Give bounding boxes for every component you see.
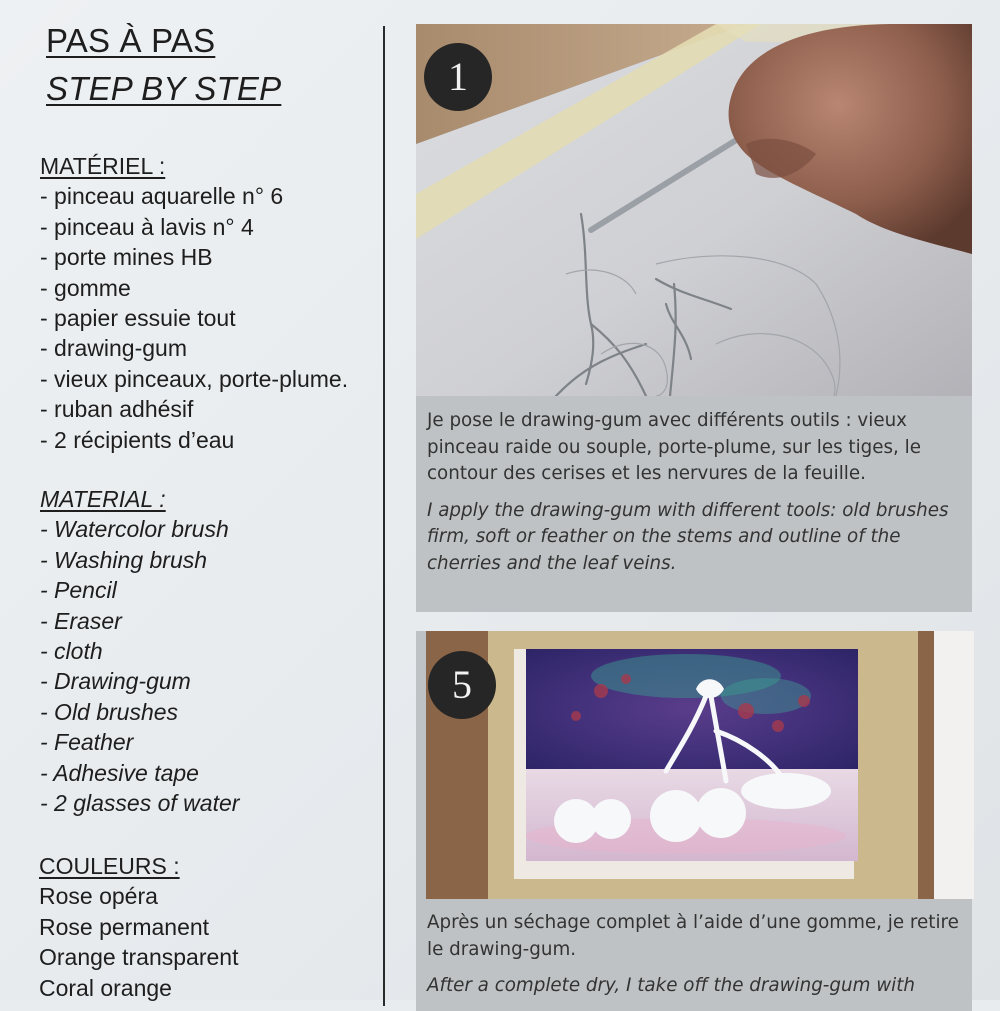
step-5-photo — [426, 631, 974, 899]
step-1-text-english: I apply the drawing-gum with different tools: old brushes firm, soft or feather on the stems and outline of the cherries and the leaf veins. — [427, 499, 949, 574]
list-item: - gomme — [40, 274, 131, 301]
step-number-badge: 5 — [428, 651, 496, 719]
list-item: - Washing brush — [40, 546, 208, 573]
step-5-text-english: After a complete dry, I take off the drawing-gum with — [427, 975, 915, 996]
materials-english-list — [40, 514, 239, 818]
list-item: - papier essuie tout — [40, 305, 236, 332]
colors-heading: COULEURS : — [39, 853, 180, 879]
list-item: - Watercolor brush — [40, 516, 229, 543]
list-item: - ruban adhésif — [40, 396, 194, 423]
list-item: Orange transparent — [39, 944, 239, 971]
list-item: - Eraser — [40, 607, 122, 634]
list-item: - 2 glasses of water — [40, 790, 240, 817]
colors-section — [39, 851, 238, 1003]
materials-french-heading: MATÉRIEL : — [40, 153, 166, 179]
column-divider — [383, 26, 385, 1006]
list-item: - Drawing-gum — [40, 668, 191, 695]
list-item: - pinceau à lavis n° 4 — [40, 213, 254, 240]
list-item: - cloth — [40, 638, 103, 665]
list-item: Rose opéra — [39, 883, 158, 910]
step-5-caption — [427, 910, 960, 1000]
list-item: - Old brushes — [40, 698, 179, 725]
step-1-photo — [416, 24, 972, 396]
list-item: - Pencil — [40, 577, 117, 604]
step-5-text-french: Après un séchage complet à l’aide d’une gomme, je retire le drawing-gum. — [427, 912, 959, 960]
list-item: Rose permanent — [39, 913, 210, 940]
step-1-caption — [427, 408, 960, 577]
colors-list — [39, 881, 238, 1003]
list-item: - pinceau aquarelle n° 6 — [40, 183, 284, 210]
step-card-1 — [416, 24, 972, 612]
list-item: - 2 récipients d’eau — [40, 426, 235, 453]
materials-english-section — [40, 484, 239, 818]
step-1-text-french: Je pose le drawing-gum avec différents outils : vieux pinceau raide ou souple, porte-plume, sur les tiges, le contour des cerises et les nervures de la feuille. — [427, 410, 921, 484]
materials-column — [0, 0, 383, 1000]
step-number-badge: 1 — [424, 43, 492, 111]
step-card-5 — [416, 631, 972, 1011]
list-item: - drawing-gum — [40, 335, 187, 362]
title-french: PAS À PAS — [46, 22, 216, 59]
list-item: - Feather — [40, 729, 134, 756]
title-english: STEP BY STEP — [46, 70, 282, 107]
list-item: Coral orange — [39, 974, 172, 1001]
materials-english-heading: MATERIAL : — [40, 486, 166, 512]
list-item: - vieux pinceaux, porte-plume. — [40, 365, 349, 392]
list-item: - porte mines HB — [40, 244, 213, 271]
materials-french-list — [40, 181, 348, 455]
materials-french-section — [40, 151, 348, 455]
list-item: - Adhesive tape — [40, 759, 199, 786]
